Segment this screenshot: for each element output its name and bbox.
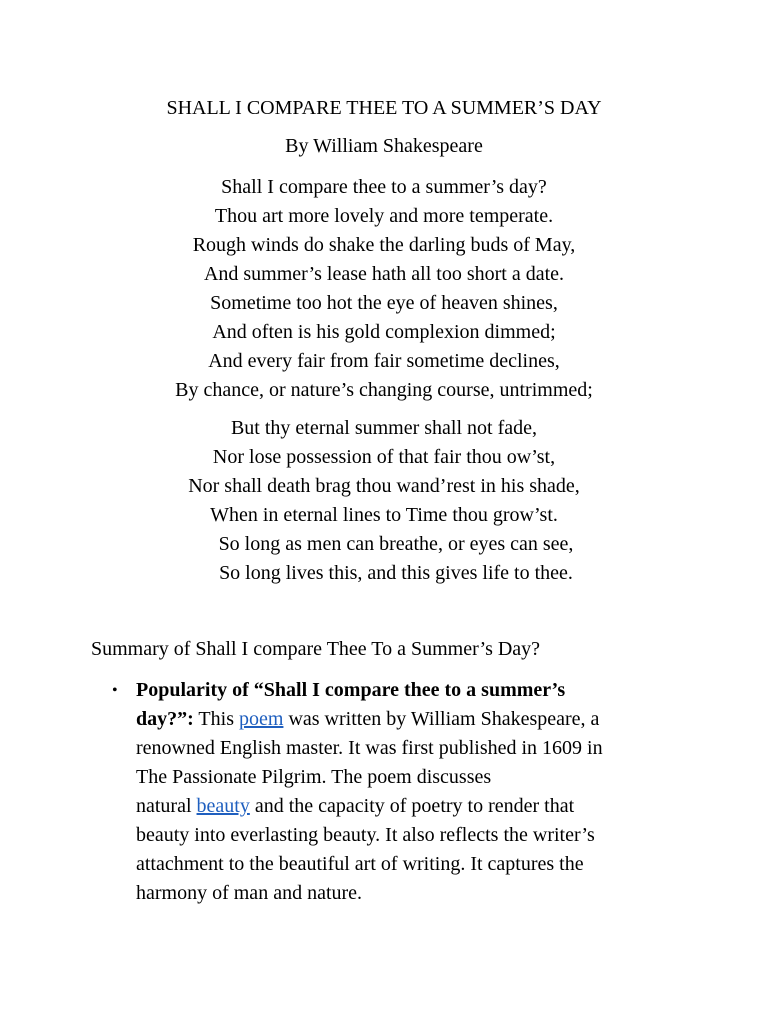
poem-line: Sometime too hot the eye of heaven shines, [210,292,558,314]
bullet-label: day?”: [136,708,194,730]
poem-line: Rough winds do shake the darling buds of May, [192,234,576,256]
beauty-link[interactable]: beauty [196,795,250,817]
body-text: was written by William Shakespeare, a [283,708,600,730]
body-text: attachment to the beautiful art of writing. It captures the [136,853,584,875]
body-text: beauty into everlasting beauty. It also reflects the writer’s [136,824,595,846]
bullet-label: Popularity of “Shall I compare thee to a summer’s [136,679,566,701]
poem-link[interactable]: poem [239,708,284,730]
body-text: and the capacity of poetry to render that [249,795,575,817]
poem-line: By chance, or nature’s changing course, untrimmed; [175,379,593,401]
poem-line: Nor shall death brag thou wand’rest in his shade, [188,475,580,497]
poem-title: SHALL I COMPARE THEE TO A SUMMER’S DAY [166,97,602,119]
body-text: renowned English master. It was first published in 1609 in [136,737,603,759]
poem-line: When in eternal lines to Time thou grow’st. [210,504,558,526]
body-text: natural [136,795,197,817]
poem-line: Thou art more lovely and more temperate. [214,205,554,227]
poem-line: So long lives this, and this gives life to thee. [219,562,573,584]
poem-stanza-2 [0,414,768,588]
poem-line: And every fair from fair sometime declines, [208,350,560,372]
body-text: This [193,708,239,730]
poem-line: And summer’s lease hath all too short a date. [203,263,565,285]
poem-line: Shall I compare thee to a summer’s day? [221,176,547,198]
bullet-paragraph [136,676,676,908]
poem-stanza-1 [0,173,768,405]
poem-line: Nor lose possession of that fair thou ow’st, [212,446,556,468]
poem-line: So long as men can breathe, or eyes can see, [218,533,574,555]
body-text: The Passionate Pilgrim. The poem discusses [136,766,492,788]
poem-byline: By William Shakespeare [285,135,483,157]
poem-line: And often is his gold complexion dimmed; [212,321,556,343]
poem-line: But thy eternal summer shall not fade, [230,417,538,439]
bullet-marker: • [112,682,118,699]
summary-heading: Summary of Shall I compare Thee To a Summer’s Day? [91,638,541,660]
body-text: harmony of man and nature. [136,882,363,904]
